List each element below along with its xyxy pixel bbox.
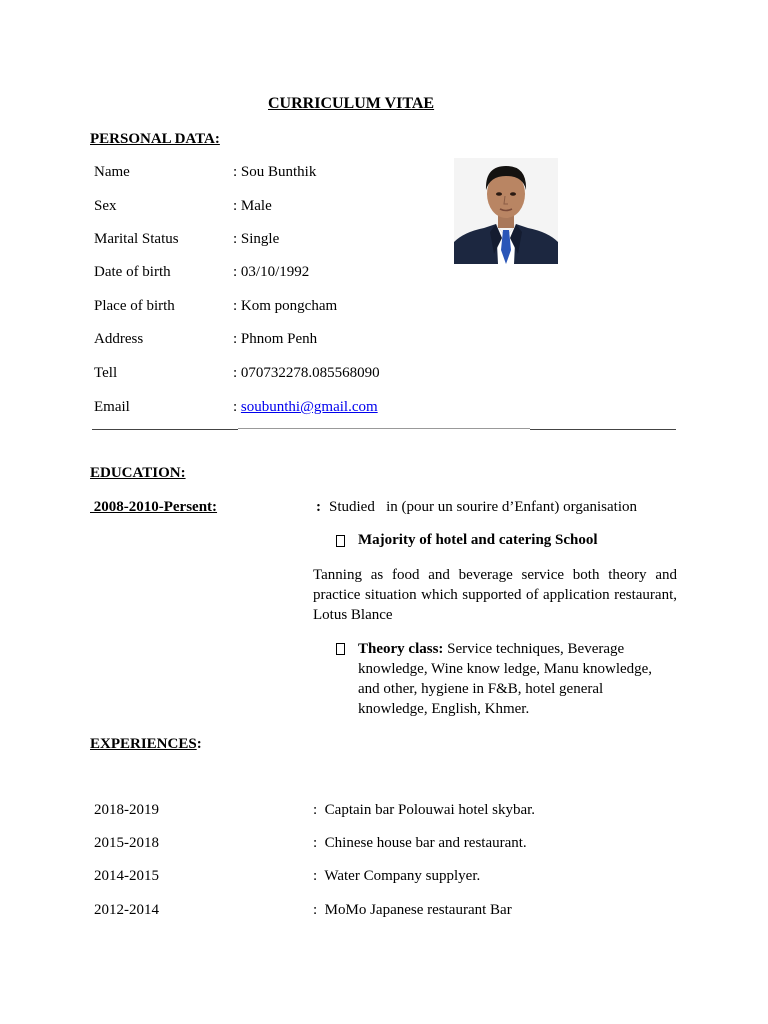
label-tell: Tell: [94, 365, 118, 381]
personal-data-heading: PERSONAL DATA:: [90, 131, 220, 147]
bullet-icon: [336, 535, 345, 547]
document-title: CURRICULUM VITAE: [268, 95, 435, 112]
portrait-image: [454, 158, 558, 264]
label-email: Email: [94, 399, 130, 415]
email-value: [233, 398, 378, 416]
experiences-heading: EXPERIENCES: [90, 736, 197, 752]
bullet-icon: [336, 643, 345, 655]
education-heading: EDUCATION:: [90, 465, 186, 481]
experience-desc: : MoMo Japanese restaurant Bar: [313, 902, 512, 918]
experience-desc: : Captain bar Polouwai hotel skybar.: [313, 802, 536, 818]
education-studied: Studied in (pour un sourire d’Enfant) organisation: [329, 499, 637, 515]
experiences-heading-wrap: [90, 735, 202, 753]
label-marital-status: Marital Status: [94, 231, 179, 247]
education-bullet-1: Majority of hotel and catering School: [358, 532, 598, 548]
experience-desc: : Water Company supplyer.: [313, 868, 481, 884]
divider-middle: [238, 428, 530, 429]
profile-photo: [454, 158, 558, 264]
experience-years: 2018-2019: [94, 802, 159, 818]
divider-left: [92, 429, 238, 430]
email-prefix: :: [233, 399, 241, 415]
value-address: : Phnom Penh: [233, 331, 318, 347]
education-paragraph: Tanning as food and beverage service both theory and practice situation which supported of application restaurant, Lotus Blance: [313, 567, 677, 623]
value-sex: : Male: [233, 198, 272, 214]
value-place-of-birth: : Kom pongcham: [233, 298, 338, 314]
education-period: 2008-2010-Persent:: [90, 499, 218, 515]
experience-years: 2014-2015: [94, 868, 159, 884]
value-date-of-birth: : 03/10/1992: [233, 264, 310, 280]
experience-years: 2012-2014: [94, 902, 159, 918]
value-name: : Sou Bunthik: [233, 164, 317, 180]
experience-desc: : Chinese house bar and restaurant.: [313, 835, 527, 851]
divider-right: [530, 429, 676, 430]
theory-class-label: Theory class:: [358, 641, 444, 657]
value-tell: : 070732278.085568090: [233, 365, 380, 381]
label-date-of-birth: Date of birth: [94, 264, 171, 280]
value-marital-status: : Single: [233, 231, 280, 247]
label-name: Name: [94, 164, 130, 180]
theory-class-text: Service techniques, Beverage knowledge, Wine know ledge, Manu knowledge, and other, hygiene in F&B, hotel general knowledge, English, Khmer.: [358, 641, 653, 717]
theory-class: [358, 639, 658, 719]
label-place-of-birth: Place of birth: [94, 298, 175, 314]
experiences-heading-colon: :: [196, 736, 202, 752]
label-address: Address: [94, 331, 144, 347]
label-sex: Sex: [94, 198, 117, 214]
education-colon: :: [316, 499, 321, 515]
experience-years: 2015-2018: [94, 835, 159, 851]
email-link[interactable]: soubunthi@gmail.com: [240, 399, 378, 415]
